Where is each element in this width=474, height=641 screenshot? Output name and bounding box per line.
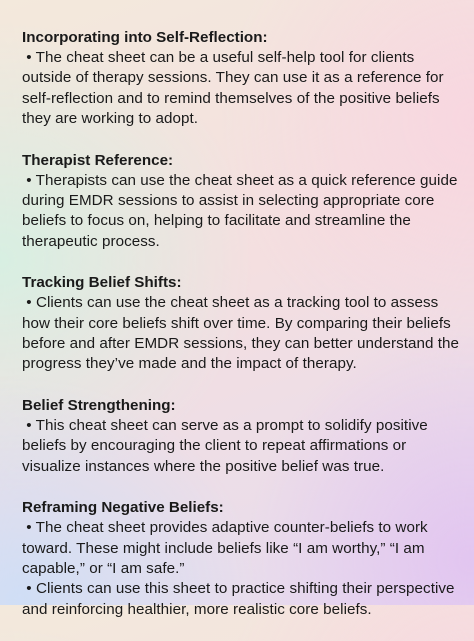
bullet-paragraph	[22, 416, 462, 477]
section-therapist-reference	[22, 151, 462, 253]
section-heading: Belief Strengthening:	[22, 396, 176, 414]
bullet-marker: •	[26, 171, 32, 189]
section-heading: Incorporating into Self-Reflection:	[22, 29, 268, 46]
bullet-marker: •	[26, 416, 32, 434]
section-self-reflection	[22, 28, 462, 130]
bullet-marker: •	[26, 49, 32, 66]
paragraph-text: The cheat sheet can be a useful self-help tool for clients outside of therapy sessions. They can use it as a reference for self-reflection and to remind themselves of the positive beliefs they are working to adopt.	[22, 49, 444, 128]
bullet-paragraph	[22, 48, 462, 130]
bullet-paragraph	[22, 293, 462, 375]
paragraph-text: This cheat sheet can serve as a prompt to solidify positive beliefs by encouraging the client to repeat affirmations or visualize instances where the positive belief was true.	[22, 416, 428, 475]
bullet-marker: •	[26, 294, 32, 312]
bullet-marker: •	[26, 580, 32, 598]
paragraph-text: Clients can use the cheat sheet as a tracking tool to assess how their core beliefs shift over time. By comparing their beliefs before and after EMDR sessions, they can better understand the progress they’ve made and the impact of therapy.	[22, 294, 460, 373]
bullet-paragraph	[22, 579, 462, 620]
bullet-paragraph	[22, 171, 462, 253]
section-belief-strengthening	[22, 396, 462, 477]
bullet-marker: •	[26, 519, 32, 537]
section-heading: Therapist Reference:	[22, 151, 174, 169]
paragraph-text: The cheat sheet provides adaptive counter-beliefs to work toward. These might include beliefs like “I am worthy,” “I am capable,” or “I am safe.”	[22, 519, 428, 577]
paragraph-text: Clients can use this sheet to practice shifting their perspective and reinforcing healthier, more realistic core beliefs.	[22, 580, 455, 618]
paragraph-text: Therapists can use the cheat sheet as a quick reference guide during EMDR sessions to assist in selecting appropriate core beliefs to focus on, helping to facilitate and streamline the therapeutic process.	[22, 171, 458, 250]
section-tracking-belief-shifts	[22, 273, 462, 375]
bullet-paragraph	[22, 518, 462, 579]
document-body	[22, 28, 462, 641]
section-reframing-negative-beliefs	[22, 498, 462, 620]
section-heading: Reframing Negative Beliefs:	[22, 499, 224, 517]
section-heading: Tracking Belief Shifts:	[22, 274, 182, 292]
